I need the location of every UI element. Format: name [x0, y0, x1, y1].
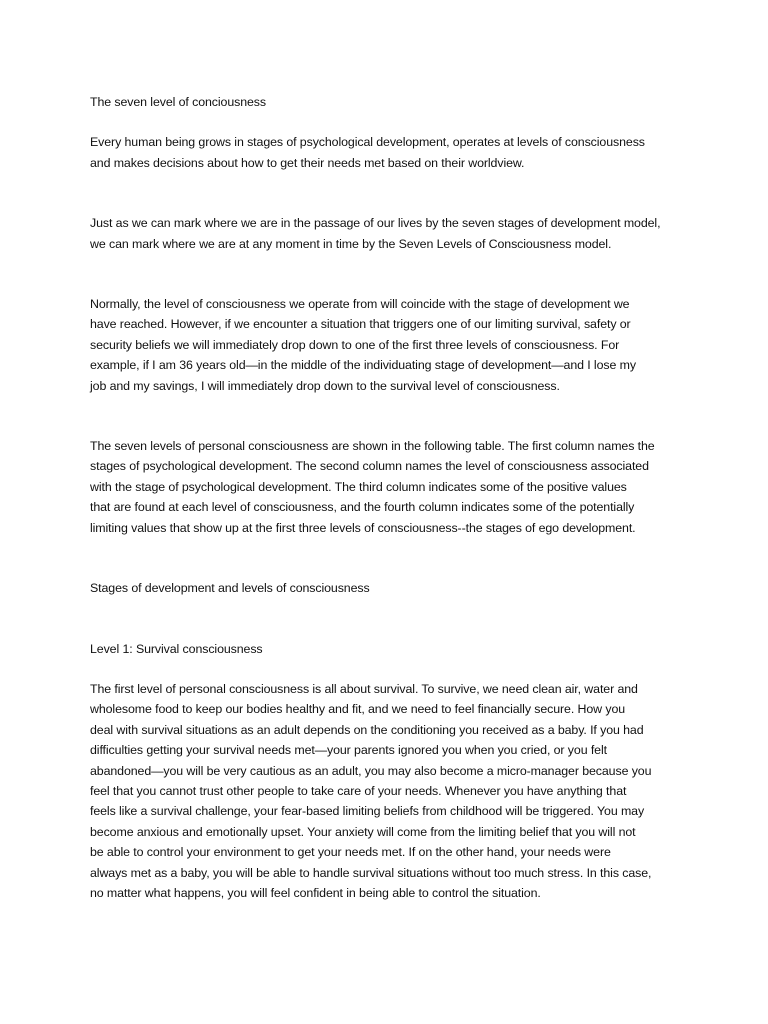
paragraph-model: Just as we can mark where we are in the passage of our lives by the seven stages of development model, we can mark where we are at any moment in time by the Seven Levels of Consciousness model.	[90, 216, 661, 251]
document-title: The seven level of conciousness	[90, 95, 266, 109]
level-1-body: The first level of personal consciousness is all about survival. To survive, we need clean air, water and wholesome food to keep our bodies healthy and fit, and we need to feel financially secure. How you deal with survival situations as an adult depends on the conditioning you received as a baby. If you had difficulties getting your survival needs met—your parents ignored you when you cried, or you felt abandoned—you will be very cautious as an adult, you may also become a micro-manager because you feel that you cannot trust other people to take care of your needs. Whenever you have anything that feels like a survival challenge, your fear-based limiting beliefs from childhood will be triggered. You may become anxious and emotionally upset. Your anxiety will come from the limiting belief that you will not be able to control your environment to get your needs met. If on the other hand, your needs were always met as a baby, you will be able to handle survival situations without too much stress. In this case, no matter what happens, you will feel confident in being able to control the situation.	[90, 681, 652, 900]
paragraph-intro: Every human being grows in stages of psychological development, operates at levels of consciousness and makes decisions about how to get their needs met based on their worldview.	[90, 135, 645, 170]
paragraph-coincide: Normally, the level of consciousness we operate from will coincide with the stage of development we have reached. However, if we encounter a situation that triggers one of our limiting survival, safety or security beliefs we will immediately drop down to one of the first three levels of consciousness. For example, if I am 36 years old—in the middle of the individuating stage of development—and I lose my job and my savings, I will immediately drop down to the survival level of consciousness.	[90, 297, 636, 393]
document-page	[90, 92, 690, 903]
paragraph-table-description: The seven levels of personal consciousness are shown in the following table. The first column names the stages of psychological development. The second column names the level of consciousness associated with the stage of psychological development. The third column indicates some of the positive values that are found at each level of consciousness, and the fourth column indicates some of the potentially limiting values that show up at the first three levels of consciousness--the stages of ego development.	[90, 439, 655, 535]
section-heading: Stages of development and levels of consciousness	[90, 581, 370, 596]
level-1-heading: Level 1: Survival consciousness	[90, 641, 263, 656]
